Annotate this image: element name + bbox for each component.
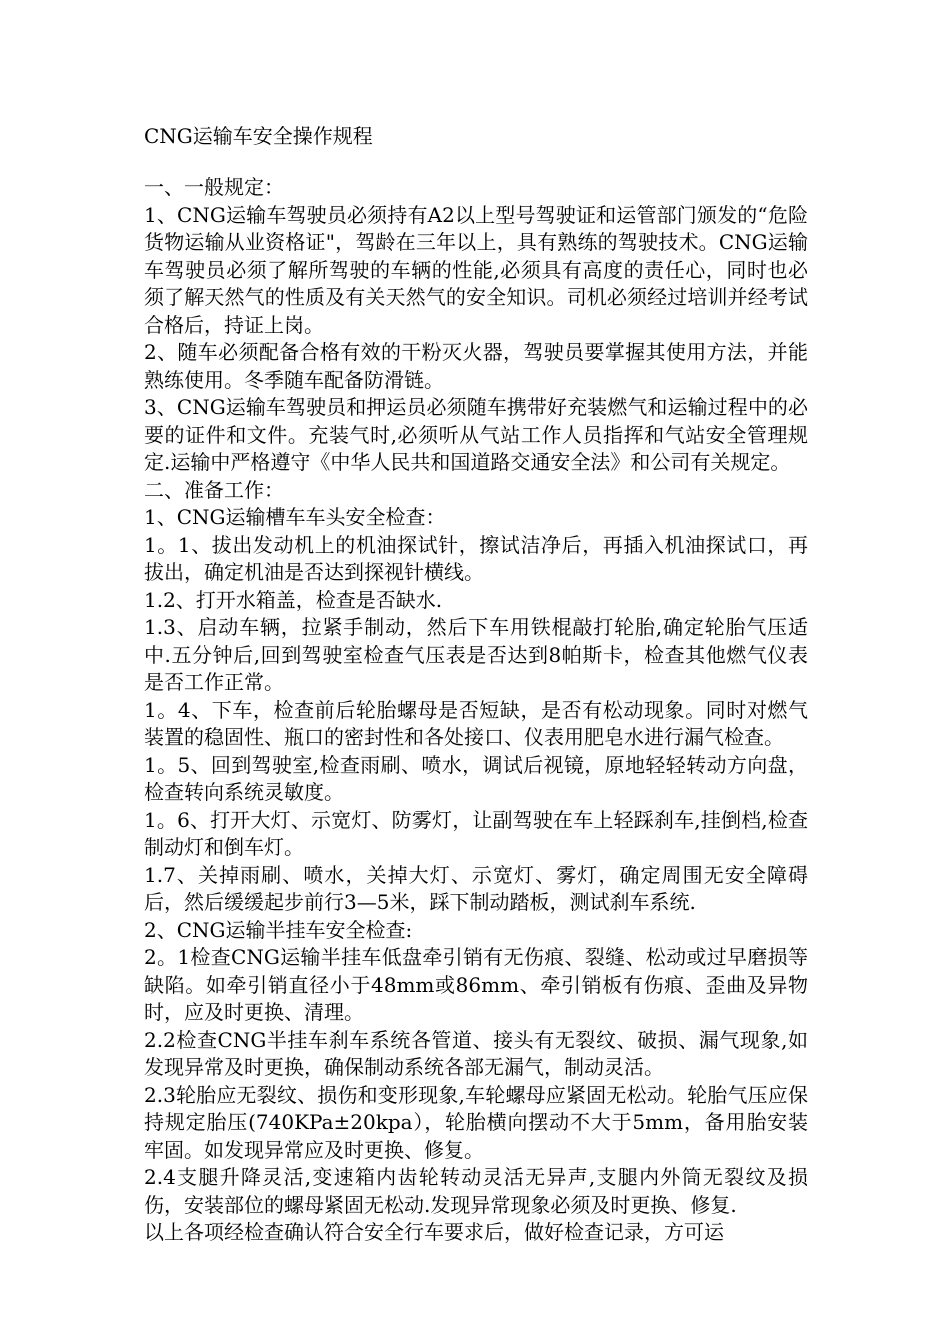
- paragraph: 2。1检查CNG运输半挂车低盘牵引销有无伤痕、裂缝、松动或过早磨损等缺陷。如牵引销直径小于48mm或86mm、牵引销板有伤痕、歪曲及异物时，应及时更换、清理。: [144, 945, 808, 1024]
- subsection-heading: 2、CNG运输半挂车安全检查:: [144, 917, 413, 942]
- paragraph: 1.2、打开水箱盖，检查是否缺水.: [144, 587, 443, 612]
- paragraph: 2、随车必须配备合格有效的干粉灭火器，驾驶员要掌握其使用方法，并能熟练使用。冬季随车配备防滑链。: [144, 340, 808, 392]
- section-heading: 二、准备工作：: [144, 477, 284, 502]
- paragraph: 2.4支腿升降灵活,变速箱内齿轮转动灵活无异声,支腿内外筒无裂纹及损伤，安装部位的螺母紧固无松动.发现异常现象必须及时更换、修复.: [144, 1165, 808, 1217]
- paragraph: 1.3、启动车辆，拉紧手制动，然后下车用铁棍敲打轮胎,确定轮胎气压适中.五分钟后,回到驾驶室检查气压表是否达到8帕斯卡，检查其他燃气仪表是否工作正常。: [144, 615, 808, 694]
- document-body: [144, 174, 808, 1247]
- paragraph: 1.7、关掉雨刷、喷水，关掉大灯、示宽灯、雾灯，确定周围无安全障碍后，然后缓缓起步前行3—5米，踩下制动踏板，测试刹车系统.: [144, 862, 808, 914]
- paragraph: 3、CNG运输车驾驶员和押运员必须随车携带好充装燃气和运输过程中的必要的证件和文件。充装气时,必须听从气站工作人员指挥和气站安全管理规定.运输中严格遵守《中华人民共和国道路交通安全法》和公司有关规定。: [144, 395, 808, 474]
- paragraph: 1。6、打开大灯、示宽灯、防雾灯，让副驾驶在车上轻踩刹车,挂倒档,检查制动灯和倒车灯。: [144, 807, 808, 859]
- paragraph: 1。5、回到驾驶室,检查雨刷、喷水，调试后视镜，原地轻轻转动方向盘，检查转向系统灵敏度。: [144, 752, 808, 804]
- paragraph: 1。1、拔出发动机上的机油探试针，擦试洁净后，再插入机油探试口，再拔出，确定机油是否达到探视针横线。: [144, 532, 808, 584]
- paragraph: 以上各项经检查确认符合安全行车要求后，做好检查记录，方可运: [144, 1220, 724, 1244]
- paragraph: 1、CNG运输车驾驶员必须持有A2以上型号驾驶证和运管部门颁发的“危险货物运输从业资格证"，驾龄在三年以上，具有熟练的驾驶技术。CNG运输车驾驶员必须了解所驾驶的车辆的性能,必须具有高度的责任心，同时也必须了解天然气的性质及有关天然气的安全知识。司机必须经过培训并经考试合格后，持证上岗。: [144, 202, 808, 337]
- section-heading: 一、一般规定：: [144, 175, 284, 199]
- paragraph: 2.2检查CNG半挂车刹车系统各管道、接头有无裂纹、破损、漏气现象,如发现异常及时更换，确保制动系统各部无漏气，制动灵活。: [144, 1027, 808, 1079]
- paragraph: 1。4、下车，检查前后轮胎螺母是否短缺，是否有松动现象。同时对燃气装置的稳固性、瓶口的密封性和各处接口、仪表用肥皂水进行漏气检查。: [144, 697, 808, 749]
- document-title: CNG运输车安全操作规程: [144, 124, 373, 148]
- subsection-heading: 1、CNG运输槽车车头安全检查：: [144, 505, 446, 529]
- paragraph: 2.3轮胎应无裂纹、损伤和变形现象,车轮螺母应紧固无松动。轮胎气压应保持规定胎压(740KPa±20kpa），轮胎横向摆动不大于5mm，备用胎安装牢固。如发现异常应及时更换、修复。: [144, 1082, 808, 1162]
